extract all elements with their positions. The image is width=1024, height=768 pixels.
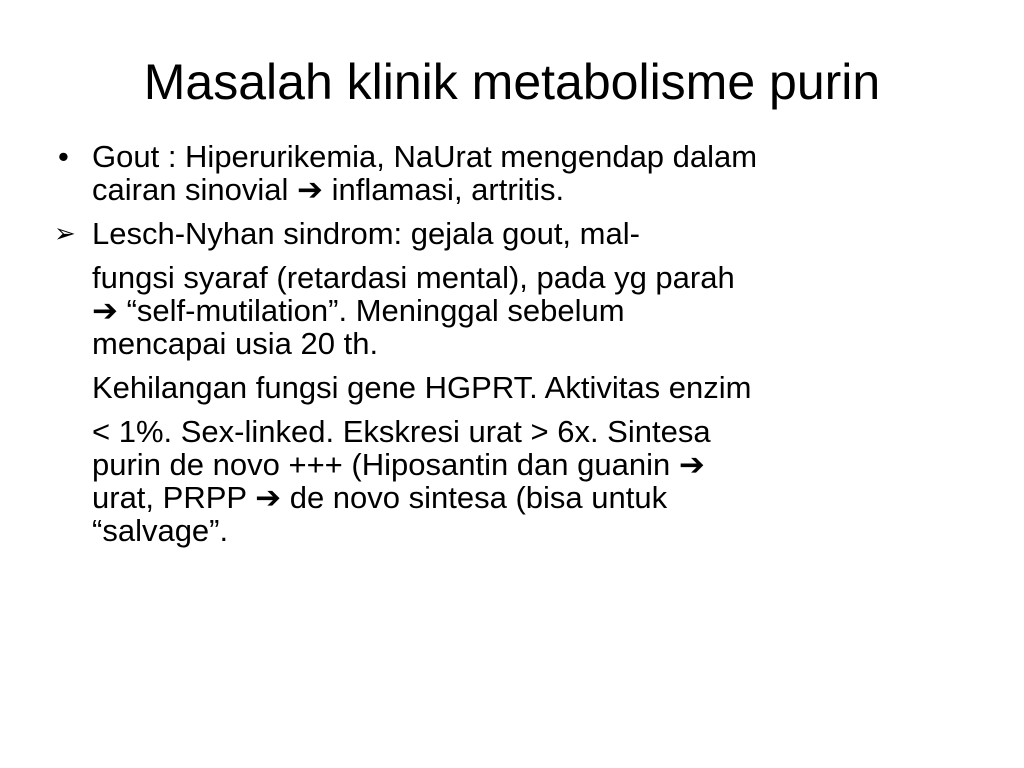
text-line: mencapai usia 20 th. [92,326,379,361]
arrowhead-bullet-icon: ➢ [54,218,76,248]
text-line: Gout : Hiperurikemia, NaUrat mengendap dalam [92,139,758,174]
bullet-gout [52,140,972,206]
text-line: fungsi syaraf (retardasi mental), pada yg parah [92,260,735,295]
text-line: urat, PRPP ➔ de novo sintesa (bisa untuk [92,480,668,515]
text-line: ➔ “self-mutilation”. Meninggal sebelum [92,293,625,328]
text-line: Kehilangan fungsi gene HGPRT. Aktivitas enzim [92,370,752,405]
paragraph-enzyme-activity [52,415,972,547]
bullet-dot-icon: • [58,139,69,174]
paragraph-hgprt [52,371,972,404]
text-line: “salvage”. [92,513,229,548]
slide-title: Masalah klinik metabolisme purin [143,54,881,110]
slide-body [52,140,972,558]
bullet-lesch-nyhan [52,217,972,250]
text-line: purin de novo +++ (Hiposantin dan guanin ➔ [92,447,705,482]
text-line: cairan sinovial ➔ inflamasi, artritis. [92,172,565,207]
text-line: Lesch-Nyhan sindrom: gejala gout, mal- [92,216,640,251]
text-line: < 1%. Sex-linked. Ekskresi urat > 6x. Sintesa [92,414,711,449]
paragraph-lesch-nyhan-symptoms [52,261,972,360]
